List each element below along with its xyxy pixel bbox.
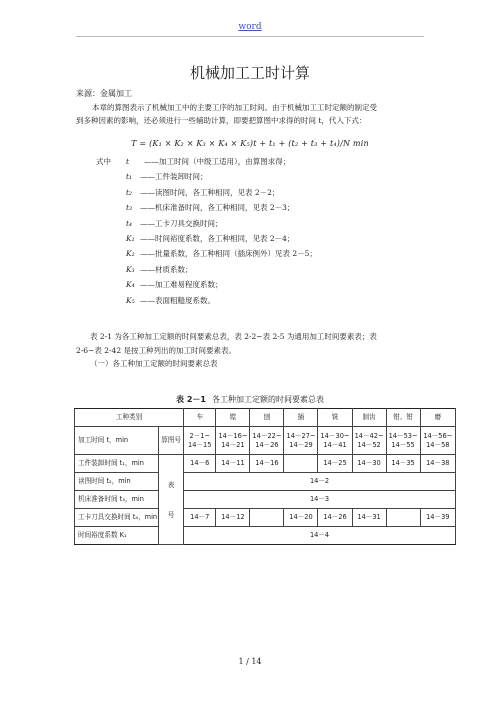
cell-line: 14－21 <box>221 440 245 449</box>
table-cell: 14－11 <box>216 455 250 473</box>
table-cell <box>386 509 420 527</box>
time-element-table <box>74 408 456 545</box>
intro-paragraph <box>76 101 426 127</box>
cell-line: 14－22~ <box>252 431 282 440</box>
table-cell <box>184 427 216 455</box>
definition-text: ——加工时间（中级工适用），由算图求得； <box>144 157 291 166</box>
cell-line: 14－58 <box>426 440 450 449</box>
header-rule <box>76 36 424 37</box>
trade-header: 磨 <box>420 409 455 427</box>
table-cell: 14－30 <box>352 455 386 473</box>
table-cell: 14－39 <box>420 509 455 527</box>
cell-line: 14－16~ <box>218 431 248 440</box>
section-subhead: （一）各工种加工定额的时间要素总表 <box>90 359 218 368</box>
table-cell <box>420 427 455 455</box>
table-cell: 14－2 <box>184 473 456 491</box>
table-cell: 14－31 <box>352 509 386 527</box>
trade-header: 镗 <box>216 409 250 427</box>
table-cell: 14－20 <box>284 509 318 527</box>
table-cell: 14－35 <box>386 455 420 473</box>
table-cell: 14－12 <box>216 509 250 527</box>
table-row <box>75 527 456 545</box>
side-label <box>159 455 184 545</box>
definition-symbol: t₁ <box>126 172 133 182</box>
row-label-time: 加工时间 t，min <box>75 427 159 455</box>
cell-line: 14－56~ <box>423 431 453 440</box>
intro-line-2: 到多种因素的影响，还必须进行一些辅助计算，即要把算图中求得的时间 t，代入下式： <box>76 116 367 125</box>
para2-line-2: 2-6~表 2-42 是按工种列出的加工时间要素表。 <box>76 346 236 355</box>
definition-text: ——加工难易程度系数； <box>140 280 223 290</box>
row-label-t3: 机床准备时间 t₃，min <box>75 491 159 509</box>
cell-line: 2－1~ <box>189 431 210 440</box>
table-title: 各工种加工定额的时间要素总表 <box>211 395 324 404</box>
definition-symbol: t₃ <box>126 203 133 213</box>
table-cell <box>250 427 284 455</box>
trade-header: 铣 <box>318 409 352 427</box>
table-cell: 14－6 <box>184 455 216 473</box>
definition-symbol: K₁ <box>126 233 135 243</box>
definition-text: ——表面粗糙度系数。 <box>140 295 215 305</box>
table-number: 表 2－1 <box>176 395 206 404</box>
definition-text: ——工件装卸时间； <box>140 172 208 182</box>
page-title: 机械加工工时计算 <box>189 64 310 82</box>
cell-line: 14－52 <box>357 440 381 449</box>
table-cell <box>352 427 386 455</box>
definition-text: ——材质系数； <box>140 264 193 274</box>
table-row <box>75 509 456 527</box>
table-cell <box>284 455 318 473</box>
definition-text: ——批量系数，各工种相同（插床例外）见表 2－5； <box>140 249 317 259</box>
definition-text: ——机床准备时间，各工种相同，见表 2－3； <box>140 203 295 213</box>
definition-symbol: t <box>126 157 130 166</box>
table-row <box>75 427 456 455</box>
para2-line-1: 表 2-1 为各工种加工定额的时间要素总表，表 2-2~表 2-5 为通用加工时间要素表；表 <box>90 332 377 341</box>
definition-symbol: t₄ <box>126 218 133 228</box>
table-cell: 14－25 <box>318 455 352 473</box>
table-cell <box>386 427 420 455</box>
table-cell <box>318 427 352 455</box>
source-line: 来源：金属加工 <box>76 89 132 98</box>
row-label-k1: 时间裕度系数 K₁ <box>75 527 159 545</box>
definition-symbol: K₃ <box>126 264 135 274</box>
trade-header: 制齿 <box>352 409 386 427</box>
row-label-t2: 读图时间 t₂，min <box>75 473 159 491</box>
definition-symbol: t₂ <box>126 187 133 197</box>
trade-header: 钳、钳 <box>386 409 420 427</box>
table-row <box>75 491 456 509</box>
table-row <box>75 473 456 491</box>
table-reference-paragraph <box>76 330 426 358</box>
header-label: 工种类别 <box>75 409 184 427</box>
cell-line: 14－41 <box>323 440 347 449</box>
cell-line: 14－55 <box>391 440 415 449</box>
table-cell: 14－4 <box>184 527 456 545</box>
definition-symbol: K₂ <box>126 249 135 259</box>
cell-line: 14－53~ <box>388 431 418 440</box>
trade-header: 刨 <box>250 409 284 427</box>
table-cell <box>250 509 284 527</box>
table-cell: 14－38 <box>420 455 455 473</box>
definition-text: ——工卡刀具交换时间； <box>140 218 223 228</box>
definition-text: ——时间裕度系数，各工种相同，见表 2－4； <box>140 233 295 243</box>
table-cell: 14－7 <box>184 509 216 527</box>
table-cell: 14－3 <box>184 491 456 509</box>
trade-header: 插 <box>284 409 318 427</box>
header-row <box>75 409 456 427</box>
cell-line: 14－30~ <box>320 431 350 440</box>
cell-line: 14－29 <box>289 440 313 449</box>
cell-line: 14－26 <box>255 440 279 449</box>
row-label-t4: 工卡刀具交换时间 t₄，min <box>75 509 159 527</box>
cell-line: 14－42~ <box>354 431 384 440</box>
table-cell <box>216 427 250 455</box>
definition-label: 式中 <box>96 157 111 166</box>
formula: T = (K₁ × K₂ × K₃ × K₄ × K₅)t + t₁ + (t₂ + t₃ + t₄)/N min <box>131 139 369 148</box>
table-cell: 14－26 <box>318 509 352 527</box>
header-link[interactable]: word <box>238 22 262 32</box>
table-caption <box>0 394 500 405</box>
cell-line: 14－27~ <box>286 431 316 440</box>
side-char: 表 <box>167 480 175 489</box>
definition-text: ——读图时间，各工种相同，见表 2－2； <box>140 187 280 197</box>
definition-symbol: K₄ <box>126 280 135 290</box>
row-label-t1: 工件装卸时间 t₁，min <box>75 455 159 473</box>
table-row <box>75 455 456 473</box>
cell-line: 14－15 <box>188 440 212 449</box>
intro-line-1: 本章的算图表示了机械加工中的主要工序的加工时间。由于机械加工工时定额的制定受 <box>92 103 377 112</box>
table-cell: 14－16 <box>250 455 284 473</box>
trade-header: 车 <box>184 409 216 427</box>
chart-number-label: 算图号 <box>159 427 184 455</box>
definition-symbol: K₅ <box>126 295 135 305</box>
table-cell <box>284 427 318 455</box>
page-number: 1 / 14 <box>238 657 262 666</box>
side-char: 号 <box>167 510 175 519</box>
